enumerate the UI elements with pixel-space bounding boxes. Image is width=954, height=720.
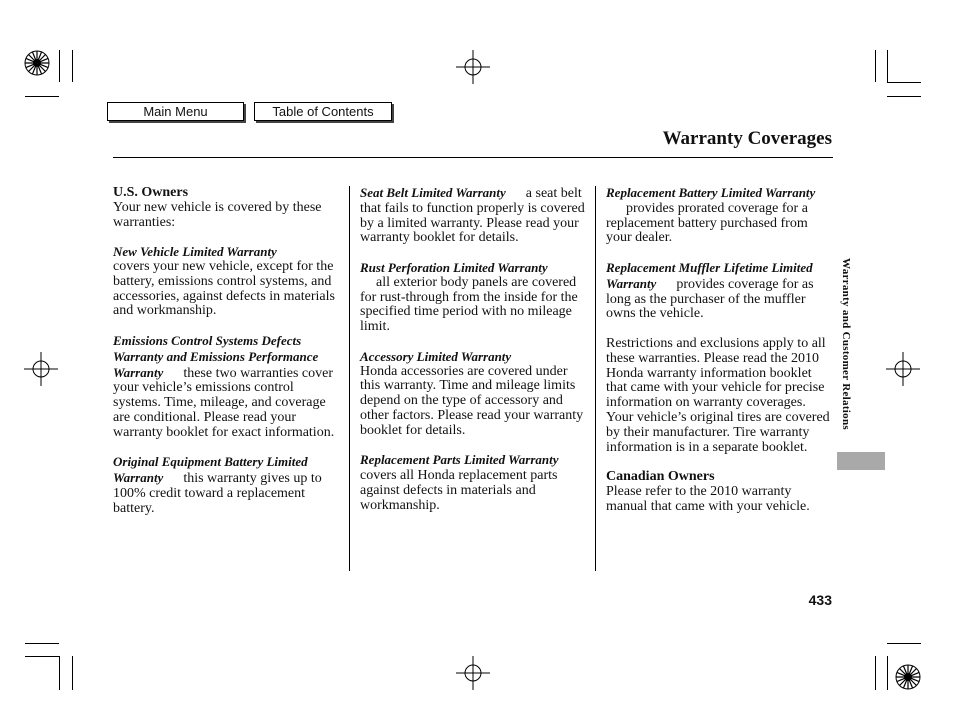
main-menu-button[interactable]: Main Menu <box>107 102 244 121</box>
canadian-owners-section <box>606 470 832 514</box>
crop-mark-line <box>887 656 888 690</box>
crop-mark-line <box>59 656 60 690</box>
crop-mark-line <box>875 656 876 690</box>
warranty-item <box>360 453 586 513</box>
crop-mark-line <box>25 643 59 644</box>
section-side-label: Warranty and Customer Relations <box>840 258 852 430</box>
title-divider <box>113 157 833 158</box>
warranty-item <box>360 350 586 439</box>
body-text: these two warranties cover your vehicle’s emissions control systems. Time, mileage, and coverage are conditional. Please read your warranty booklet for exact information. <box>113 365 335 440</box>
page-number: 433 <box>808 592 832 608</box>
crop-mark-line <box>72 50 73 82</box>
crosshair-icon <box>886 352 920 386</box>
body-text: Your new vehicle is covered by these warranties: <box>113 199 322 230</box>
crop-mark-line <box>887 50 888 82</box>
section-heading: U.S. Owners <box>113 185 189 200</box>
section-heading: Canadian Owners <box>606 469 715 485</box>
column-2 <box>360 186 586 528</box>
warranty-item <box>113 334 343 441</box>
registration-target-icon <box>22 48 52 78</box>
warranty-title: Original Equipment Battery Limited Warranty <box>113 454 308 486</box>
body-text: this warranty gives up to 100% credit toward a replacement battery. <box>113 471 322 516</box>
warranty-title: Accessory Limited Warranty <box>360 348 512 364</box>
column-divider <box>595 186 596 571</box>
crosshair-icon <box>456 50 490 84</box>
body-text: Please refer to the 2010 warranty manual that came with your vehicle. <box>606 483 810 514</box>
warranty-item <box>113 455 343 516</box>
warranty-title: Replacement Battery Limited Warranty <box>606 185 816 200</box>
column-divider <box>349 186 350 571</box>
body-text: provides prorated coverage for a replacement battery purchased from your dealer. <box>606 200 808 246</box>
body-text: Honda accessories are covered under this warranty. Time and mileage limits depend on the type of accessory and other factors. Please read your warranty booklet for details. <box>360 363 584 438</box>
warranty-title: Rust Perforation Limited Warranty <box>360 259 548 275</box>
warranty-item <box>113 245 343 319</box>
body-text: provides coverage for as long as the purchaser of the muffler owns the vehicle. <box>606 276 814 322</box>
warranty-title: Replacement Parts Limited Warranty <box>360 452 559 468</box>
section-tab-marker[interactable] <box>837 452 885 470</box>
body-text: covers your new vehicle, except for the battery, emissions control systems, and accessories, against defects in materials and workmanship. <box>113 258 335 319</box>
crop-mark-line <box>59 50 60 82</box>
column-1 <box>113 186 343 531</box>
page-title: Warranty Coverages <box>662 128 832 149</box>
crosshair-icon <box>24 352 58 386</box>
warranty-title: Emissions Control Systems Defects Warranty and Emissions Performance Warranty <box>113 332 319 380</box>
crop-mark-line <box>887 96 921 97</box>
table-of-contents-button[interactable]: Table of Contents <box>254 102 392 121</box>
warranty-item <box>360 261 586 335</box>
warranty-item <box>360 186 586 246</box>
body-text: a seat belt that fails to function properly is covered by a limited warranty. Please read your warranty booklet for details. <box>360 186 585 246</box>
warranty-title: New Vehicle Limited Warranty <box>113 244 277 260</box>
crop-mark-line <box>72 656 73 690</box>
us-owners-section <box>113 186 343 230</box>
restrictions-paragraph: Restrictions and exclusions apply to all these warranties. Please read the 2010 Honda warranty information booklet that came with your vehicle for precise information on warranty coverages. Your vehicle’s original tires are covered by their manufacturer. Tire warranty information is in a separate booklet. <box>606 335 830 455</box>
crop-mark-line <box>887 643 921 644</box>
body-text: covers all Honda replacement parts against defects in materials and workmanship. <box>360 468 558 513</box>
warranty-item <box>606 261 832 322</box>
warranty-title: Replacement Muffler Lifetime Limited Warranty <box>606 259 813 291</box>
crosshair-icon <box>456 656 490 690</box>
body-text: all exterior body panels are covered for rust-through from the inside for the specified time period with no mileage limit. <box>360 274 578 335</box>
column-3 <box>606 186 832 529</box>
registration-target-icon <box>893 662 923 692</box>
crop-mark-line <box>25 96 59 97</box>
warranty-item <box>606 186 832 246</box>
crop-mark-line <box>875 50 876 82</box>
crop-mark-line <box>887 82 921 83</box>
crop-mark-line <box>25 656 59 657</box>
warranty-title: Seat Belt Limited Warranty <box>360 185 506 200</box>
